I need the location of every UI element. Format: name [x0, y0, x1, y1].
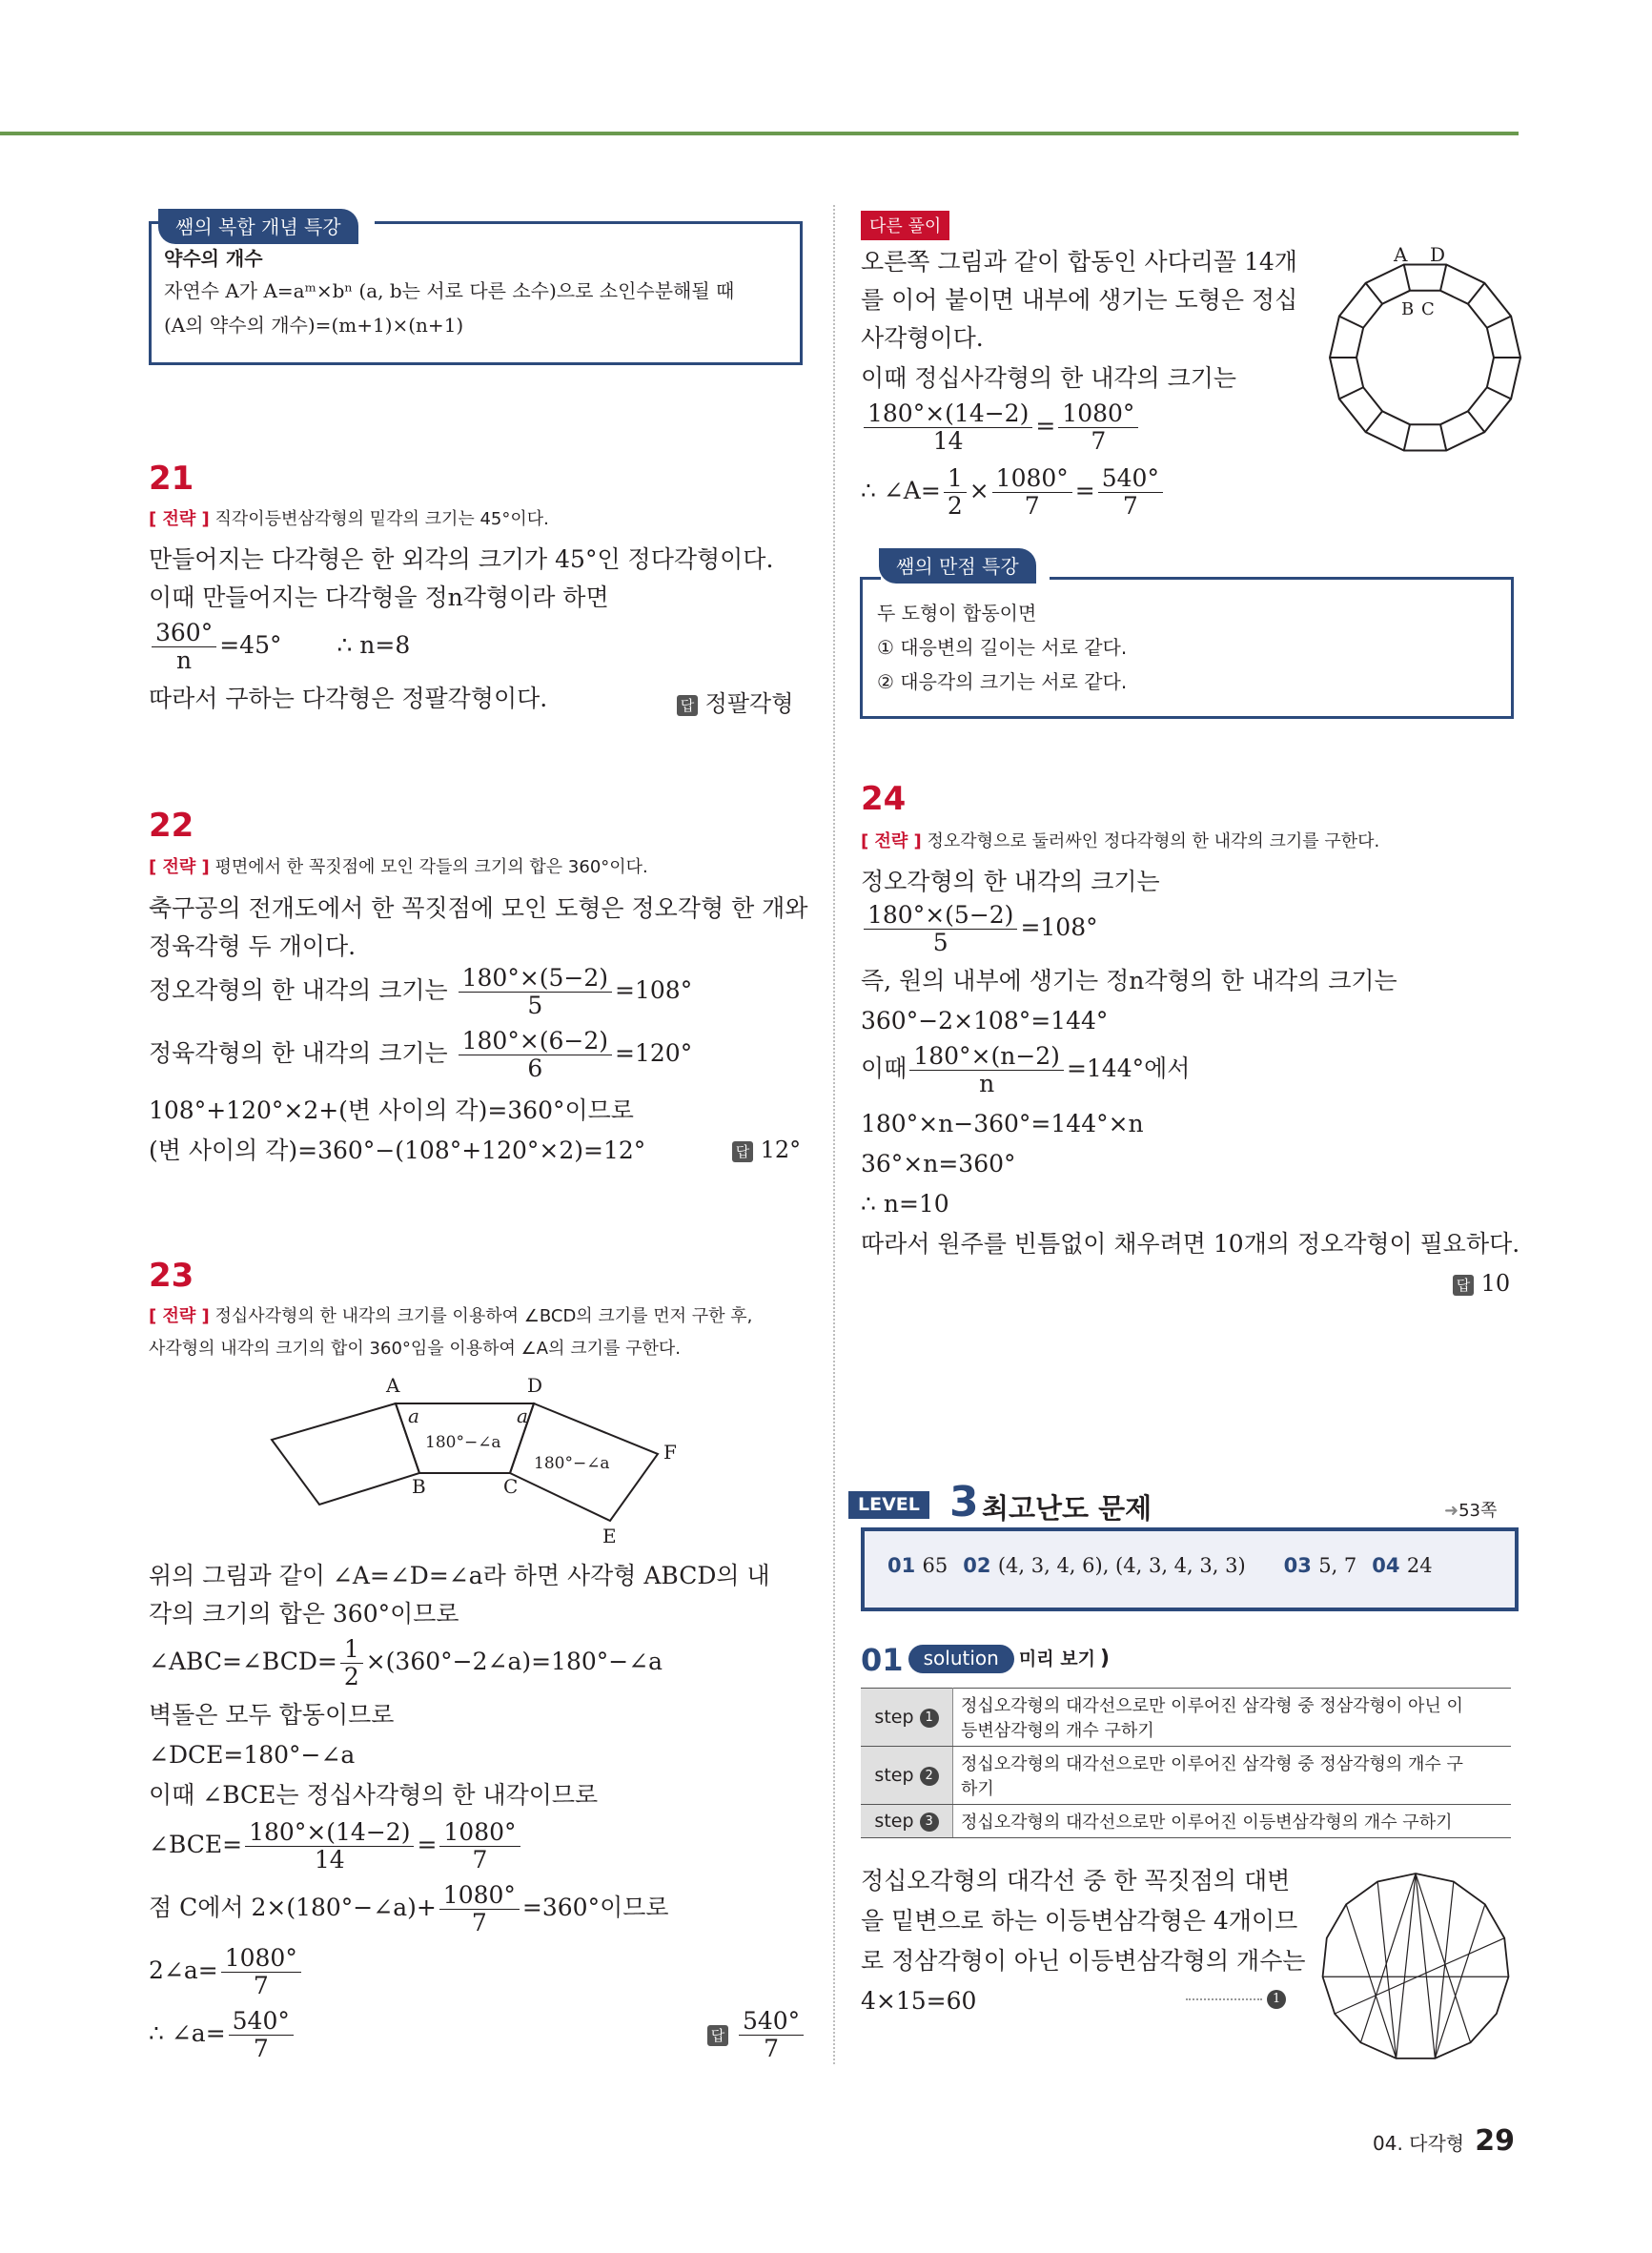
- q01-line-2: 을 밑변으로 하는 이등변삼각형은 4개이므: [861, 1907, 1298, 1935]
- p23-answer: 답 $\frac{540^\circ}{7}$: [707, 2008, 806, 2062]
- label-C: C: [503, 1475, 519, 1498]
- p23-line-9: 2∠a= $\frac{1080^\circ}{7}$: [149, 1945, 304, 1999]
- concept-box-tab: 쌤의 복합 개념 특강: [158, 209, 358, 244]
- svg-text:180°−∠a: 180°−∠a: [425, 1433, 501, 1452]
- steps-table: [861, 1688, 1511, 1838]
- alt-line-2: 를 이어 붙이면 내부에 생기는 도형은 정십: [861, 286, 1298, 314]
- problem-number-22: 22: [149, 807, 194, 845]
- alt-line-3: 사각형이다.: [861, 324, 984, 352]
- p23-line-1: 위의 그림과 같이 ∠A=∠D=∠a라 하면 사각형 ABCD의 내: [149, 1562, 770, 1589]
- alt-line-4: 이때 정십사각형의 한 내각의 크기는: [861, 364, 1237, 392]
- p22-line-3: 정오각형의 한 내각의 크기는 $\frac{180^\circ\times(5-2)}{5}$ =108°: [149, 964, 693, 1019]
- label-E: E: [602, 1525, 617, 1545]
- level-answer-02: 02 (4, 3, 4, 6), (4, 3, 4, 3, 3): [963, 1554, 1246, 1577]
- p24-line-2: 즉, 원의 내부에 생기는 정n각형의 한 내각의 크기는: [861, 967, 1397, 994]
- strategy-24: [ 전략 ] 정오각형으로 둘러싸인 정다각형의 한 내각의 크기를 구한다.: [861, 831, 1380, 851]
- level-answers-box: [861, 1527, 1519, 1611]
- label-A: A: [1394, 243, 1408, 266]
- label-A: A: [386, 1374, 400, 1397]
- tip-line-1: 두 도형이 합동이면: [877, 602, 1037, 625]
- strategy-22: [ 전략 ] 평면에서 한 꼭짓점에 모인 각들의 크기의 합은 360°이다.: [149, 857, 648, 877]
- svg-text:180°−∠a: 180°−∠a: [534, 1454, 610, 1473]
- p24-answer: 답 10: [1453, 1270, 1510, 1297]
- tetradecagon-figure: [1325, 238, 1525, 458]
- strategy-text: 직각이등변삼각형의 밑각의 크기는 45°이다.: [214, 509, 549, 529]
- p24-line-8: 따라서 원주를 빈틈없이 채우려면 10개의 정오각형이 필요하다.: [861, 1230, 1520, 1258]
- step-3-text: 정십오각형의 대각선으로만 이루어진 이등변삼각형의 개수 구하기: [953, 1805, 1512, 1838]
- chapter-label: 04. 다각형: [1373, 2132, 1465, 2155]
- pentadecagon-figure: [1315, 1867, 1516, 2067]
- page-number: 29: [1475, 2124, 1515, 2158]
- problem-number-24: 24: [861, 780, 907, 818]
- step-1-label: step 1: [861, 1689, 953, 1747]
- level-number: 3: [949, 1478, 979, 1526]
- concept-line-2: (A의 약수의 개수)=(m+1)×(n+1): [164, 314, 464, 337]
- strategy-label: [ 전략 ]: [149, 509, 210, 529]
- q01-line-4: 4×15=60: [861, 1987, 977, 2015]
- p22-line-5: 108°+120°×2+(변 사이의 각)=360°이므로: [149, 1096, 634, 1124]
- p22-line-2: 정육각형 두 개이다.: [149, 932, 357, 960]
- p24-line-4: 이때 $\frac{180^\circ\times(n-2)}{n}$ =144°에서: [861, 1042, 1191, 1097]
- level-badge: LEVEL: [848, 1491, 929, 1519]
- p22-line-6: (변 사이의 각)=360°−(108°+120°×2)=12°: [149, 1137, 646, 1164]
- p23-line-3: ∠ABC=∠BCD= $\frac{1}{2}$ ×(360°−2∠a)=180°−∠a: [149, 1635, 663, 1690]
- tip-box-tab: 쌤의 만점 특강: [879, 548, 1036, 584]
- svg-text:a: a: [517, 1404, 528, 1427]
- p23-line-2: 각의 크기의 합은 360°이므로: [149, 1600, 459, 1628]
- brick-figure: [257, 1363, 696, 1545]
- q01-number: 01: [861, 1642, 904, 1678]
- step-1-text: 정십오각형의 대각선으로만 이루어진 삼각형 중 정삼각형이 아닌 이 등변삼각형의 개수 구하기: [953, 1689, 1512, 1747]
- answer-icon: 답: [677, 695, 698, 716]
- tip-line-3: ② 대응각의 크기는 서로 같다.: [877, 670, 1128, 693]
- p21-line-1: 만들어지는 다각형은 한 외각의 크기가 45°인 정다각형이다.: [149, 545, 774, 573]
- level-header: [848, 1478, 1516, 1526]
- column-divider: [833, 205, 835, 2064]
- p21-line-2: 이때 만들어지는 다각형을 정n각형이라 하면: [149, 584, 609, 611]
- p21-line-4: 따라서 구하는 다각형은 정팔각형이다.: [149, 685, 548, 712]
- concept-line-1: 자연수 A가 A=aᵐ×bⁿ (a, b는 서로 다른 소수)으로 소인수분해될 때: [164, 279, 735, 302]
- label-D: D: [1430, 243, 1446, 266]
- concept-title: 약수의 개수: [164, 247, 263, 270]
- step-2-label: step 2: [861, 1747, 953, 1805]
- level-title: 최고난도 문제: [982, 1492, 1152, 1525]
- p23-line-10: ∴ ∠a= $\frac{540^\circ}{7}$: [149, 2008, 296, 2062]
- alt-formula-1: $\frac{180^\circ\times(14-2)}{14}$ = $\frac{1080^\circ}{7}$: [861, 400, 1141, 455]
- alt-solution-tab: 다른 풀이: [861, 211, 949, 240]
- level-ref: ➜53쪽: [1444, 1501, 1498, 1521]
- label-F: F: [663, 1441, 677, 1464]
- tip-line-2: ① 대응변의 길이는 서로 같다.: [877, 636, 1128, 659]
- p24-line-5: 180°×n−360°=144°×n: [861, 1110, 1144, 1137]
- p24-line-1: 정오각형의 한 내각의 크기는: [861, 868, 1160, 895]
- p21-answer: 답 정팔각형: [677, 685, 793, 718]
- q01-line-1: 정십오각형의 대각선 중 한 꼭짓점의 대변: [861, 1867, 1291, 1895]
- alt-formula-2: ∴ ∠A= $\frac{1}{2}$ × $\frac{1080^\circ}{7}$ = $\frac{540^\circ}{7}$: [861, 465, 1166, 520]
- p24-line-3: 360°−2×108°=144°: [861, 1007, 1109, 1034]
- level-answer-03: 03 5, 7: [1283, 1554, 1357, 1577]
- svg-text:a: a: [408, 1404, 419, 1427]
- label-B: B: [1401, 299, 1415, 319]
- p23-line-6: 이때 ∠BCE는 정십사각형의 한 내각이므로: [149, 1781, 599, 1809]
- p23-line-4: 벽돌은 모두 합동이므로: [149, 1701, 395, 1729]
- step-2-text: 정십오각형의 대각선으로만 이루어진 삼각형 중 정삼각형의 개수 구 하기: [953, 1747, 1512, 1805]
- step-3-label: step 3: [861, 1805, 953, 1838]
- top-rule: [0, 132, 1519, 135]
- p24-line-7: ∴ n=10: [861, 1190, 949, 1218]
- alt-line-1: 오른쪽 그림과 같이 합동인 사다리꼴 14개: [861, 248, 1297, 276]
- q01-header: [861, 1642, 1110, 1678]
- p23-line-8: 점 C에서 2×(180°−∠a)+ $\frac{1080^\circ}{7}$ =360°이므로: [149, 1881, 669, 1936]
- fraction: $\frac{360^\circ}{n}$: [152, 620, 216, 674]
- p24-formula-1: $\frac{180^\circ\times(5-2)}{5}$ =108°: [861, 902, 1098, 956]
- preview-label: 미리 보기: [1018, 1649, 1095, 1669]
- problem-number-23: 23: [149, 1257, 194, 1295]
- preview-bracket: ): [1100, 1647, 1111, 1670]
- level-answer-04: 04 24: [1372, 1554, 1433, 1577]
- p21-formula: $\frac{360^\circ}{n}$ =45° ∴ n=8: [149, 620, 410, 674]
- level-answer-01: 01 65: [887, 1554, 948, 1577]
- p24-line-6: 36°×n=360°: [861, 1150, 1016, 1178]
- p23-line-5: ∠DCE=180°−∠a: [149, 1741, 356, 1769]
- p22-line-4: 정육각형의 한 내각의 크기는 $\frac{180^\circ\times(6-2)}{6}$ =120°: [149, 1027, 693, 1082]
- q01-marker: 1: [1186, 1989, 1286, 2009]
- p22-line-1: 축구공의 전개도에서 한 꼭짓점에 모인 도형은 정오각형 한 개와: [149, 894, 808, 922]
- p22-answer: 답 12°: [732, 1137, 801, 1163]
- footer: [1373, 2124, 1515, 2158]
- label-C: C: [1421, 299, 1435, 319]
- strategy-23: [ 전략 ] 정십사각형의 한 내각의 크기를 이용하여 ∠BCD의 크기를 먼저 구한 후,: [149, 1306, 753, 1326]
- strategy-23-line-2: 사각형의 내각의 크기의 합이 360°임을 이용하여 ∠A의 크기를 구한다.: [149, 1339, 681, 1359]
- solution-badge: solution: [908, 1645, 1014, 1673]
- label-B: B: [412, 1475, 426, 1498]
- p23-line-7: ∠BCE= $\frac{180^\circ\times(14-2)}{14}$ = $\frac{1080^\circ}{7}$: [149, 1819, 523, 1874]
- q01-line-3: 로 정삼각형이 아닌 이등변삼각형의 개수는: [861, 1947, 1306, 1975]
- strategy-21: [149, 505, 549, 530]
- label-D: D: [527, 1374, 543, 1397]
- problem-number-21: 21: [149, 460, 194, 498]
